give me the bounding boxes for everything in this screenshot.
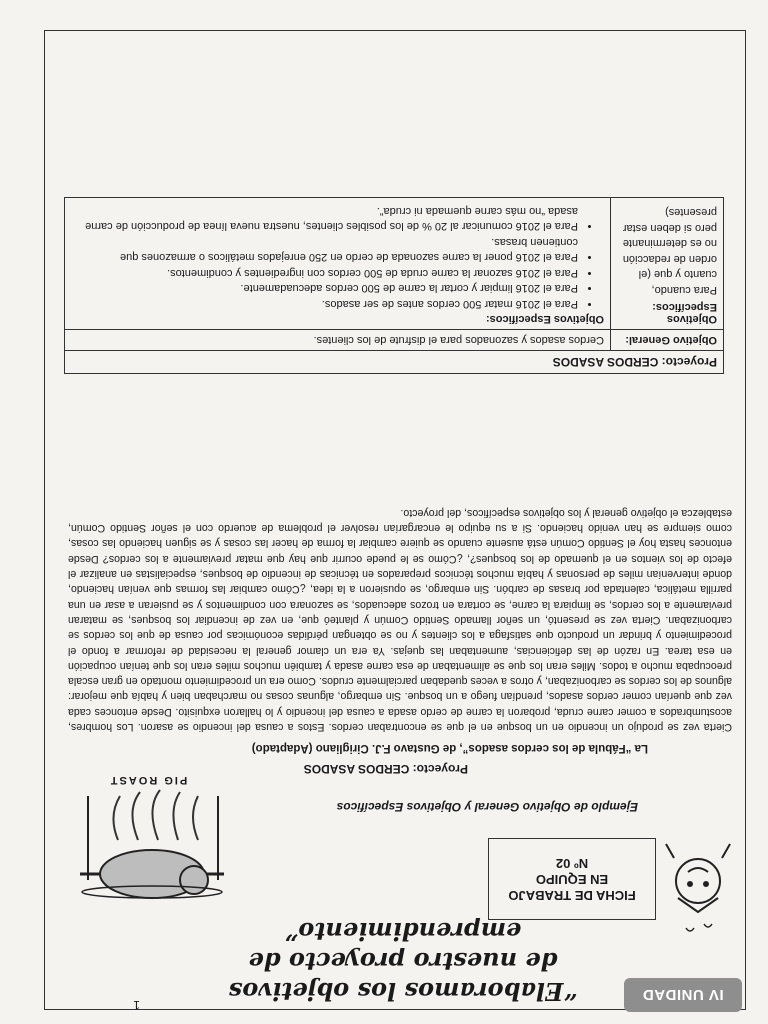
general-objective-label: Objetivo General: xyxy=(611,330,724,351)
fable-paragraph: Cierta vez se produjo un incendio en un bosque en el que se encontraban cerdos. Estos a causa del incendio se asaron. Los hombres, acostumbrados a comer carne cruda, probaron la carne de cerdo asada a causa del incendio y lo hallaron exquisito. Desde entonces cada vez que querían comer cerdos asados, prendían fuego a un bosque. Sin embargo, algunas cosas no marchaban bien y había que mejorar: algunos de los cerdos se carbonizaban, y otros a veces quedaban parcialmente crudos. Como era un procedimiento montado en gran escala preocupaba mucho a todos. Miles eran los que se alimentaban de esa carne asada y también muchos miles eran los que tenían ocupación en esa tarea. En razón de las deficiencias, aumentaban las quejas. Ya era un clamor general la necesidad de reformar a fondo el procedimiento y brindar un producto que satisfaga a los clientes y no se obtengan pérdidas económicas por causa de que los cerdos se carbonizaban. Cierta vez se presentó, un señor llamado Sentido Común y planteó que, en vez de incendiar los bosques, se mataran previamente a los cerdos, se limpiara la carne, se cortara en trozos adecuados, se sazonara con condimentos y se pusieran a asar en una parrilla metálica, calentada por brasas de carbón. Sin embargo, se opusieron a la idea, ¿Cómo cambiar las formas que venían haciendo, donde intervenían miles de personas y había muchos técnicos preparados en técnicas de incendio de bosques, especialistas en analizar el efecto de los vientos en el quemado de los bosques?, ¿Cómo se le puede ocurrir que hay que matar previamente a los cerdos? Desde entonces hasta hoy el Sentido Común está ausente cuando se quiere cambiar la forma de hacer las cosas y se siguen haciendo las cosas, como siempre se han venido haciendo. Si a su equipo le encargarían resolver el problema de acuerdo con el señor Sentido Común, establezca el objetivo general y los objetivos específicos, del proyecto. xyxy=(68,506,732,733)
unit-badge: IV UNIDAD xyxy=(624,978,742,1012)
list-item: • Para el 2016 sazonar la carne cruda de 500 cerdos con ingredientes y condimentos. xyxy=(71,265,578,281)
list-item: • Para el 2016 limpiar y cortar la carne de 500 cerdos adecuadamente. xyxy=(71,280,578,296)
specific-objectives-cell xyxy=(65,198,611,330)
table-row xyxy=(65,330,724,351)
page-title xyxy=(188,916,618,1006)
specific-objectives-heading: Objetivos Específicos: xyxy=(486,313,604,325)
title-line-1: “Elaboramos los objetivos xyxy=(228,977,578,1006)
pig-roast-icon xyxy=(68,766,238,936)
student-mascot-icon xyxy=(658,836,738,936)
general-objective-text: Cerdos asados y sazonados para el disfrute de los clientes. xyxy=(65,330,611,351)
worksheet-number: Nº 02 xyxy=(555,856,589,871)
specific-objectives-label: Objetivos Específicos: xyxy=(652,301,717,325)
specific-objectives-list xyxy=(71,203,604,312)
worksheet-line-1: FICHA DE TRABAJO xyxy=(508,888,636,903)
fable-reference: La “Fábula de los cerdos asados”, de Gustavo F.J. Cirigliano (Adaptado) xyxy=(251,742,648,754)
list-item: • Para el 2016 comunicar al 20 % de los posibles clientes, nuestra nueva línea de producción de carne asada “no más carne quemada ni cruda”. xyxy=(71,203,578,234)
example-heading: Ejemplo de Objetivo General y Objetivos Específicos xyxy=(336,800,638,814)
fable-text xyxy=(68,505,732,734)
table-row xyxy=(65,351,724,374)
table-row xyxy=(65,198,724,330)
page-number: 1 xyxy=(133,998,140,1012)
pig-roast-label: PIG ROAST xyxy=(108,774,188,786)
worksheet-box xyxy=(488,838,656,920)
specific-objectives-note: Para cuando, cuanto y que (el orden de redacción no es determinante pero si deben estar presentes) xyxy=(622,206,717,296)
specific-objectives-label-cell xyxy=(611,198,724,330)
project-heading: Proyecto: CERDOS ASADOS xyxy=(303,762,468,776)
list-item: • Para el 2016 poner la carne sazonada de cerdo en 250 enrejados metálicos o armazones que contienen brasas. xyxy=(71,234,578,265)
title-line-2: de nuestro proyecto de emprendimiento” xyxy=(248,917,558,976)
list-item: • Para el 2016 matar 500 cerdos antes de ser asados. xyxy=(71,296,578,312)
worksheet-line-2: EN EQUIPO xyxy=(535,872,609,887)
table-project-cell: Proyecto: CERDOS ASADOS xyxy=(65,351,724,374)
objectives-table xyxy=(64,198,724,375)
